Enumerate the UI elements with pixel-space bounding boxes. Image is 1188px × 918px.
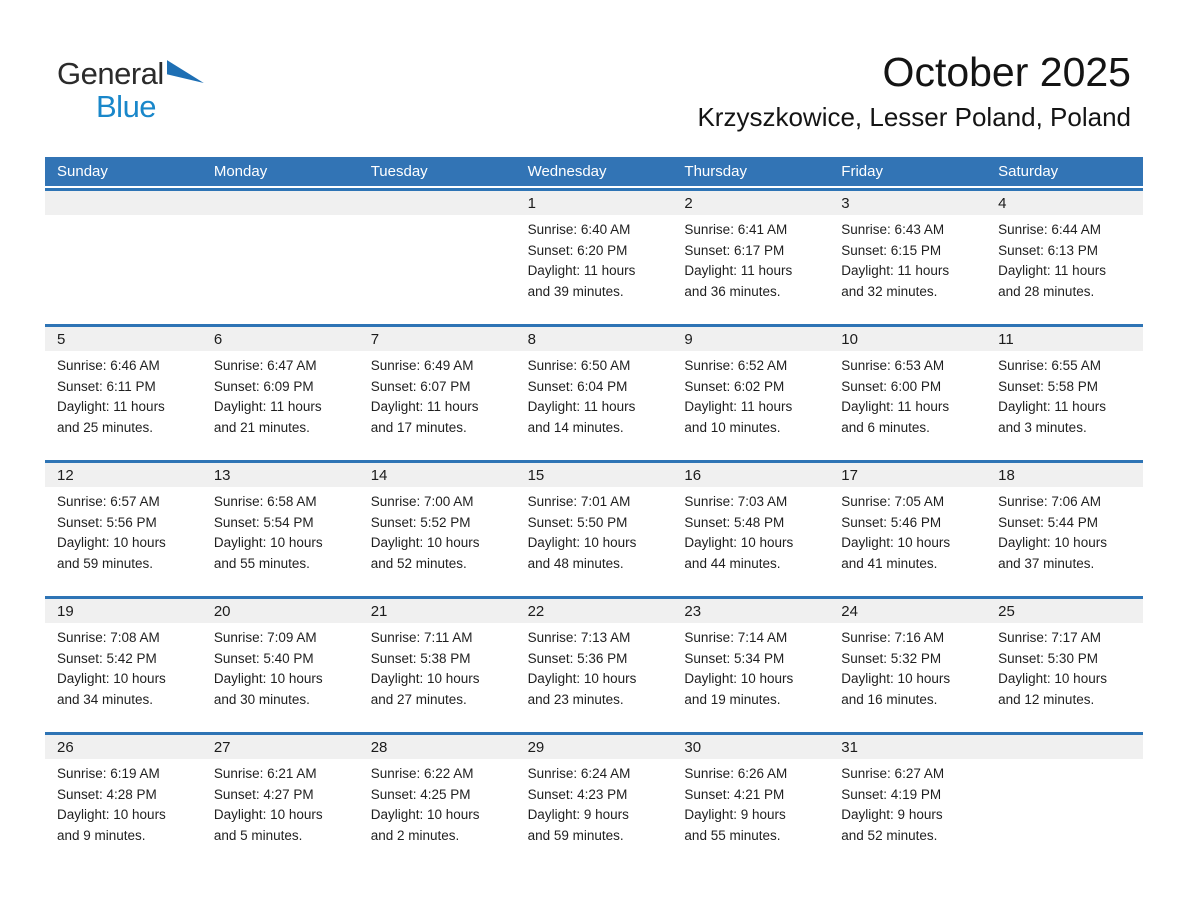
daylight-hours-text: Daylight: 10 hours <box>370 535 480 550</box>
daylight-hours-text: Daylight: 10 hours <box>998 535 1107 550</box>
logo-text-blue: Blue <box>96 89 157 124</box>
daylight-hours-text: Daylight: 11 hours <box>57 399 165 414</box>
day-number: 22 <box>516 599 673 623</box>
day-details <box>516 623 673 710</box>
sunrise-text: Sunrise: 6:52 AM <box>684 358 788 373</box>
daylight-minutes-text: and 39 minutes. <box>527 283 624 299</box>
day-cell-10 <box>829 327 986 460</box>
page-subtitle: Krzyszkowice, Lesser Poland, Poland <box>697 102 1131 133</box>
day-cell-23 <box>672 599 829 732</box>
week-row-3 <box>45 460 1143 596</box>
daylight-hours-text: Daylight: 11 hours <box>527 263 636 278</box>
daylight-hours-text: Daylight: 9 hours <box>527 807 629 822</box>
daylight-hours-text: Daylight: 11 hours <box>370 399 479 414</box>
sunset-text: Sunset: 5:46 PM <box>841 514 942 530</box>
day-number: 21 <box>359 599 516 623</box>
sunrise-text: Sunrise: 6:53 AM <box>841 358 945 373</box>
sunset-text: Sunset: 6:00 PM <box>841 378 942 394</box>
day-cell-27 <box>202 735 359 868</box>
daylight-hours-text: Daylight: 10 hours <box>57 807 166 822</box>
sunrise-text: Sunrise: 6:19 AM <box>57 766 160 781</box>
daylight-minutes-text: and 28 minutes. <box>998 283 1095 299</box>
sunset-text: Sunset: 5:30 PM <box>998 650 1098 666</box>
daylight-hours-text: Daylight: 10 hours <box>213 671 323 686</box>
day-cell-4 <box>986 191 1143 324</box>
sunset-text: Sunset: 5:56 PM <box>57 514 157 530</box>
daylight-hours-text: Daylight: 10 hours <box>213 535 323 550</box>
sunset-text: Sunset: 4:23 PM <box>527 786 628 802</box>
day-cell-22 <box>516 599 673 732</box>
sunset-text: Sunset: 5:38 PM <box>370 650 471 666</box>
sunrise-text: Sunrise: 7:14 AM <box>684 630 788 645</box>
day-details <box>202 759 359 846</box>
daylight-minutes-text: and 6 minutes. <box>841 419 930 435</box>
day-details <box>359 759 516 846</box>
day-details <box>516 759 673 846</box>
day-number: 16 <box>672 463 829 487</box>
sunrise-text: Sunrise: 7:06 AM <box>998 494 1101 509</box>
day-number: 6 <box>202 327 359 351</box>
sunset-text: Sunset: 5:42 PM <box>57 650 157 666</box>
weekday-header-tuesday: Tuesday <box>370 163 428 180</box>
sunrise-text: Sunrise: 7:13 AM <box>527 630 631 645</box>
day-details <box>672 623 829 710</box>
daylight-minutes-text: and 9 minutes. <box>57 827 146 843</box>
weeks-container <box>45 188 1143 868</box>
weekday-header-monday: Monday <box>213 163 268 180</box>
day-number: 31 <box>829 735 986 759</box>
day-cell-2 <box>672 191 829 324</box>
daylight-hours-text: Daylight: 11 hours <box>998 263 1106 278</box>
day-cell-29 <box>516 735 673 868</box>
day-details <box>672 215 829 302</box>
sunrise-text: Sunrise: 6:43 AM <box>841 222 945 237</box>
daylight-hours-text: Daylight: 10 hours <box>527 671 637 686</box>
day-cell-6 <box>202 327 359 460</box>
weekday-header-thursday: Thursday <box>684 163 747 180</box>
day-details <box>829 623 986 710</box>
day-details <box>986 215 1143 302</box>
day-number <box>986 735 1143 759</box>
daylight-minutes-text: and 3 minutes. <box>998 419 1087 435</box>
daylight-hours-text: Daylight: 9 hours <box>841 807 943 822</box>
sunrise-text: Sunrise: 7:00 AM <box>370 494 474 509</box>
weekday-header-row <box>45 157 1143 186</box>
sunset-text: Sunset: 5:58 PM <box>998 378 1098 394</box>
sunset-text: Sunset: 5:50 PM <box>527 514 628 530</box>
day-number: 15 <box>516 463 673 487</box>
week-row-2 <box>45 324 1143 460</box>
week-row-4 <box>45 596 1143 732</box>
day-number: 3 <box>829 191 986 215</box>
sunrise-text: Sunrise: 6:46 AM <box>57 358 160 373</box>
sunset-text: Sunset: 5:44 PM <box>998 514 1098 530</box>
sunset-text: Sunset: 4:25 PM <box>370 786 471 802</box>
day-cell-15 <box>516 463 673 596</box>
empty-day-cell <box>986 735 1143 868</box>
daylight-hours-text: Daylight: 9 hours <box>684 807 786 822</box>
day-cell-28 <box>359 735 516 868</box>
day-number: 7 <box>359 327 516 351</box>
sunset-text: Sunset: 4:28 PM <box>57 786 157 802</box>
sunrise-text: Sunrise: 6:41 AM <box>684 222 788 237</box>
weekday-header-sunday: Sunday <box>57 163 108 180</box>
day-details <box>359 487 516 574</box>
page-title: October 2025 <box>882 49 1131 95</box>
daylight-minutes-text: and 36 minutes. <box>684 283 781 299</box>
sunset-text: Sunset: 5:32 PM <box>841 650 942 666</box>
day-details <box>672 351 829 438</box>
day-number <box>202 191 359 215</box>
sunset-text: Sunset: 6:20 PM <box>527 242 628 258</box>
day-cell-7 <box>359 327 516 460</box>
sunset-text: Sunset: 6:07 PM <box>370 378 471 394</box>
sunrise-text: Sunrise: 7:17 AM <box>998 630 1101 645</box>
empty-day-cell <box>202 191 359 324</box>
daylight-hours-text: Daylight: 10 hours <box>370 671 480 686</box>
day-number: 17 <box>829 463 986 487</box>
day-cell-14 <box>359 463 516 596</box>
sunrise-text: Sunrise: 6:44 AM <box>998 222 1101 237</box>
sunset-text: Sunset: 6:04 PM <box>527 378 628 394</box>
day-details <box>516 487 673 574</box>
day-details <box>45 623 202 710</box>
sunset-text: Sunset: 5:48 PM <box>684 514 785 530</box>
logo-triangle-icon <box>167 60 204 83</box>
day-details <box>672 759 829 846</box>
day-number: 19 <box>45 599 202 623</box>
day-cell-12 <box>45 463 202 596</box>
day-details <box>45 487 202 574</box>
sunset-text: Sunset: 5:40 PM <box>213 650 314 666</box>
empty-day-cell <box>45 191 202 324</box>
title-block <box>697 50 1131 132</box>
daylight-minutes-text: and 59 minutes. <box>57 555 154 571</box>
sunset-text: Sunset: 5:52 PM <box>370 514 471 530</box>
daylight-minutes-text: and 16 minutes. <box>841 691 938 707</box>
daylight-minutes-text: and 14 minutes. <box>527 419 624 435</box>
daylight-hours-text: Daylight: 11 hours <box>841 399 950 414</box>
day-number: 11 <box>986 327 1143 351</box>
daylight-hours-text: Daylight: 10 hours <box>684 671 794 686</box>
daylight-minutes-text: and 27 minutes. <box>370 691 467 707</box>
daylight-minutes-text: and 5 minutes. <box>213 827 303 843</box>
sunrise-text: Sunrise: 6:22 AM <box>370 766 474 781</box>
sunrise-text: Sunrise: 6:55 AM <box>998 358 1101 373</box>
sunrise-text: Sunrise: 7:16 AM <box>841 630 945 645</box>
sunset-text: Sunset: 6:13 PM <box>998 242 1098 258</box>
day-number <box>45 191 202 215</box>
sunset-text: Sunset: 4:27 PM <box>213 786 314 802</box>
daylight-minutes-text: and 21 minutes. <box>213 419 310 435</box>
daylight-hours-text: Daylight: 10 hours <box>998 671 1107 686</box>
daylight-minutes-text: and 23 minutes. <box>527 691 624 707</box>
day-details <box>829 351 986 438</box>
day-cell-26 <box>45 735 202 868</box>
day-cell-3 <box>829 191 986 324</box>
day-number: 9 <box>672 327 829 351</box>
daylight-minutes-text: and 55 minutes. <box>684 827 781 843</box>
day-cell-8 <box>516 327 673 460</box>
daylight-minutes-text: and 55 minutes. <box>213 555 310 571</box>
sunrise-text: Sunrise: 6:21 AM <box>213 766 317 781</box>
sunset-text: Sunset: 5:36 PM <box>527 650 628 666</box>
sunrise-text: Sunrise: 7:11 AM <box>370 630 473 645</box>
day-number <box>359 191 516 215</box>
sunrise-text: Sunrise: 7:09 AM <box>213 630 317 645</box>
daylight-minutes-text: and 32 minutes. <box>841 283 938 299</box>
sunrise-text: Sunrise: 6:50 AM <box>527 358 631 373</box>
sunset-text: Sunset: 4:19 PM <box>841 786 942 802</box>
day-details <box>829 487 986 574</box>
day-number: 2 <box>672 191 829 215</box>
day-number: 30 <box>672 735 829 759</box>
daylight-minutes-text: and 30 minutes. <box>213 691 310 707</box>
sunrise-text: Sunrise: 6:47 AM <box>213 358 317 373</box>
week-row-5 <box>45 732 1143 868</box>
calendar-table <box>45 157 1143 868</box>
day-cell-25 <box>986 599 1143 732</box>
day-cell-18 <box>986 463 1143 596</box>
sunset-text: Sunset: 4:21 PM <box>684 786 785 802</box>
daylight-hours-text: Daylight: 10 hours <box>57 535 166 550</box>
day-details <box>45 351 202 438</box>
logo-top-row <box>57 58 204 89</box>
daylight-hours-text: Daylight: 11 hours <box>841 263 950 278</box>
daylight-hours-text: Daylight: 10 hours <box>841 671 951 686</box>
day-number: 14 <box>359 463 516 487</box>
sunrise-text: Sunrise: 6:24 AM <box>527 766 631 781</box>
day-number: 26 <box>45 735 202 759</box>
daylight-hours-text: Daylight: 11 hours <box>684 399 793 414</box>
sunrise-text: Sunrise: 7:01 AM <box>527 494 631 509</box>
daylight-hours-text: Daylight: 10 hours <box>527 535 637 550</box>
sunrise-text: Sunrise: 7:05 AM <box>841 494 945 509</box>
weekday-header-wednesday: Wednesday <box>527 163 607 180</box>
daylight-minutes-text: and 37 minutes. <box>998 555 1095 571</box>
day-number: 28 <box>359 735 516 759</box>
day-details <box>202 351 359 438</box>
sunrise-text: Sunrise: 6:26 AM <box>684 766 788 781</box>
weekday-header-friday: Friday <box>841 163 883 180</box>
day-details <box>672 487 829 574</box>
daylight-hours-text: Daylight: 11 hours <box>527 399 636 414</box>
sunrise-text: Sunrise: 6:58 AM <box>213 494 317 509</box>
day-cell-13 <box>202 463 359 596</box>
day-cell-16 <box>672 463 829 596</box>
sunset-text: Sunset: 6:15 PM <box>841 242 942 258</box>
day-number: 18 <box>986 463 1143 487</box>
daylight-minutes-text: and 59 minutes. <box>527 827 624 843</box>
sunrise-text: Sunrise: 6:57 AM <box>57 494 160 509</box>
sunset-text: Sunset: 6:02 PM <box>684 378 785 394</box>
day-cell-5 <box>45 327 202 460</box>
sunrise-text: Sunrise: 6:49 AM <box>370 358 474 373</box>
sunrise-text: Sunrise: 7:03 AM <box>684 494 788 509</box>
day-cell-30 <box>672 735 829 868</box>
sunset-text: Sunset: 6:17 PM <box>684 242 785 258</box>
day-cell-1 <box>516 191 673 324</box>
day-number: 4 <box>986 191 1143 215</box>
daylight-minutes-text: and 52 minutes. <box>370 555 467 571</box>
daylight-hours-text: Daylight: 10 hours <box>370 807 480 822</box>
general-blue-logo <box>57 58 204 122</box>
sunset-text: Sunset: 6:11 PM <box>57 378 156 394</box>
daylight-hours-text: Daylight: 11 hours <box>213 399 322 414</box>
day-cell-31 <box>829 735 986 868</box>
day-cell-20 <box>202 599 359 732</box>
day-number: 12 <box>45 463 202 487</box>
logo-text-general: General <box>57 56 164 91</box>
day-details <box>359 623 516 710</box>
day-cell-9 <box>672 327 829 460</box>
daylight-minutes-text: and 19 minutes. <box>684 691 781 707</box>
day-cell-21 <box>359 599 516 732</box>
day-details <box>516 215 673 302</box>
daylight-minutes-text: and 10 minutes. <box>684 419 781 435</box>
daylight-minutes-text: and 52 minutes. <box>841 827 938 843</box>
week-row-1 <box>45 188 1143 324</box>
day-number: 1 <box>516 191 673 215</box>
day-cell-19 <box>45 599 202 732</box>
daylight-hours-text: Daylight: 10 hours <box>57 671 166 686</box>
daylight-minutes-text: and 25 minutes. <box>57 419 154 435</box>
day-details <box>202 487 359 574</box>
sunset-text: Sunset: 6:09 PM <box>213 378 314 394</box>
sunrise-text: Sunrise: 7:08 AM <box>57 630 160 645</box>
daylight-minutes-text: and 12 minutes. <box>998 691 1095 707</box>
day-details <box>986 487 1143 574</box>
day-number: 8 <box>516 327 673 351</box>
daylight-minutes-text: and 44 minutes. <box>684 555 781 571</box>
day-details <box>986 351 1143 438</box>
weekday-header-saturday: Saturday <box>998 163 1059 180</box>
day-number: 27 <box>202 735 359 759</box>
day-details <box>45 759 202 846</box>
day-cell-24 <box>829 599 986 732</box>
daylight-hours-text: Daylight: 10 hours <box>841 535 951 550</box>
day-cell-11 <box>986 327 1143 460</box>
day-number: 10 <box>829 327 986 351</box>
sunset-text: Sunset: 5:54 PM <box>213 514 314 530</box>
daylight-hours-text: Daylight: 11 hours <box>684 263 793 278</box>
day-number: 5 <box>45 327 202 351</box>
day-details <box>359 351 516 438</box>
daylight-minutes-text: and 2 minutes. <box>370 827 460 843</box>
empty-day-cell <box>359 191 516 324</box>
sunset-text: Sunset: 5:34 PM <box>684 650 785 666</box>
daylight-hours-text: Daylight: 10 hours <box>213 807 323 822</box>
daylight-hours-text: Daylight: 10 hours <box>684 535 794 550</box>
day-number: 23 <box>672 599 829 623</box>
day-details <box>829 759 986 846</box>
day-number: 13 <box>202 463 359 487</box>
day-number: 20 <box>202 599 359 623</box>
day-number: 25 <box>986 599 1143 623</box>
day-details <box>829 215 986 302</box>
daylight-minutes-text: and 17 minutes. <box>370 419 467 435</box>
daylight-minutes-text: and 41 minutes. <box>841 555 938 571</box>
daylight-hours-text: Daylight: 11 hours <box>998 399 1106 414</box>
sunrise-text: Sunrise: 6:27 AM <box>841 766 945 781</box>
day-number: 24 <box>829 599 986 623</box>
day-number: 29 <box>516 735 673 759</box>
day-details <box>516 351 673 438</box>
day-details <box>986 623 1143 710</box>
sunrise-text: Sunrise: 6:40 AM <box>527 222 631 237</box>
day-cell-17 <box>829 463 986 596</box>
day-details <box>202 623 359 710</box>
daylight-minutes-text: and 34 minutes. <box>57 691 154 707</box>
daylight-minutes-text: and 48 minutes. <box>527 555 624 571</box>
